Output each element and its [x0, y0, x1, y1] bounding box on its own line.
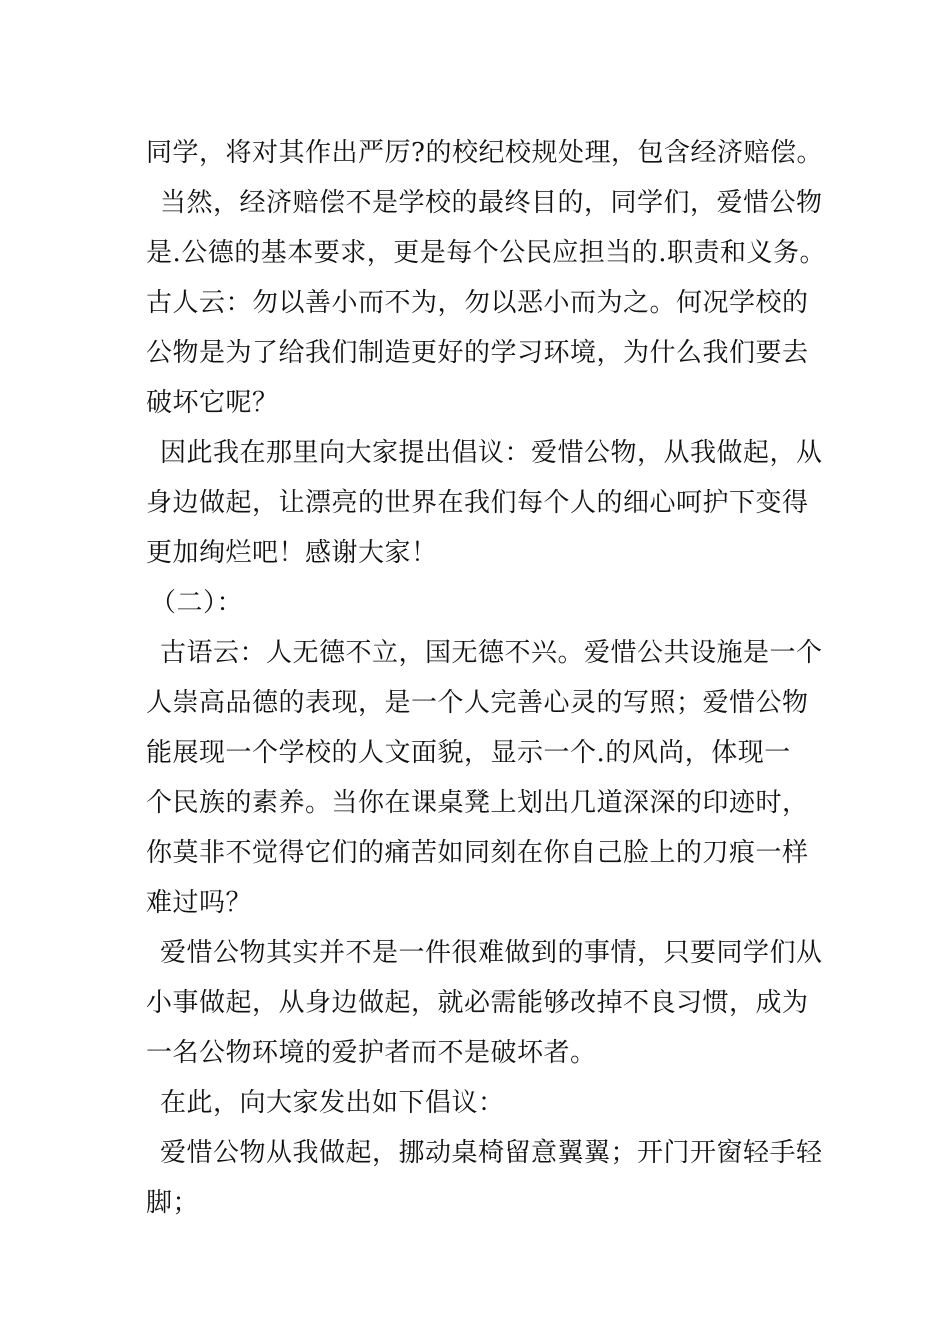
paragraph-start-line: 当然，经济赔偿不是学校的最终目的，同学们，爱惜公物: [160, 188, 823, 218]
text-line: 你莫非不觉得它们的痛苦如同刻在你自己脸上的刀痕一样: [146, 838, 809, 868]
text-line: 人崇高品德的表现，是一个人完善心灵的写照；爱惜公物: [146, 688, 809, 718]
text-line: 一名公物环境的爱护者而不是破坏者。: [146, 1038, 597, 1068]
text-line: 能展现一个学校的人文面貌，显示一个.的风尚，体现一: [146, 738, 791, 768]
paragraph-start-line: 因此我在那里向大家提出倡议：爱惜公物，从我做起，从: [160, 438, 823, 468]
paragraph-start-line: 爱惜公物从我做起，挪动桌椅留意翼翼；开门开窗轻手轻: [160, 1138, 823, 1168]
paragraph-start-line: 爱惜公物其实并不是一件很难做到的事情，只要同学们从: [160, 938, 823, 968]
text-line: 破坏它呢？: [146, 388, 279, 418]
text-line: 同学，将对其作出严厉?的校纪校规处理，包含经济赔偿。: [146, 138, 823, 168]
paragraph-start-line: 古语云：人无德不立，国无德不兴。爱惜公共设施是一个: [160, 638, 823, 668]
text-line: 更加绚烂吧！感谢大家！: [146, 538, 438, 568]
text-line: 难过吗？: [146, 888, 253, 918]
section-heading: （二）：: [150, 588, 244, 618]
paragraph-start-line: 在此，向大家发出如下倡议：: [160, 1088, 505, 1118]
text-line: 脚；: [146, 1188, 200, 1218]
text-line: 小事做起，从身边做起，就必需能够改掉不良习惯，成为: [146, 988, 809, 1018]
text-line: 个民族的素养。当你在课桌凳上划出几道深深的印迹时，: [146, 788, 809, 818]
text-line: 是.公德的基本要求，更是每个公民应担当的.职责和义务。: [146, 238, 827, 268]
text-line: 身边做起，让漂亮的世界在我们每个人的细心呵护下变得: [146, 488, 809, 518]
text-line: 公物是为了给我们制造更好的学习环境，为什么我们要去: [146, 338, 809, 368]
text-line: 古人云：勿以善小而不为，勿以恶小而为之。何况学校的: [146, 288, 809, 318]
